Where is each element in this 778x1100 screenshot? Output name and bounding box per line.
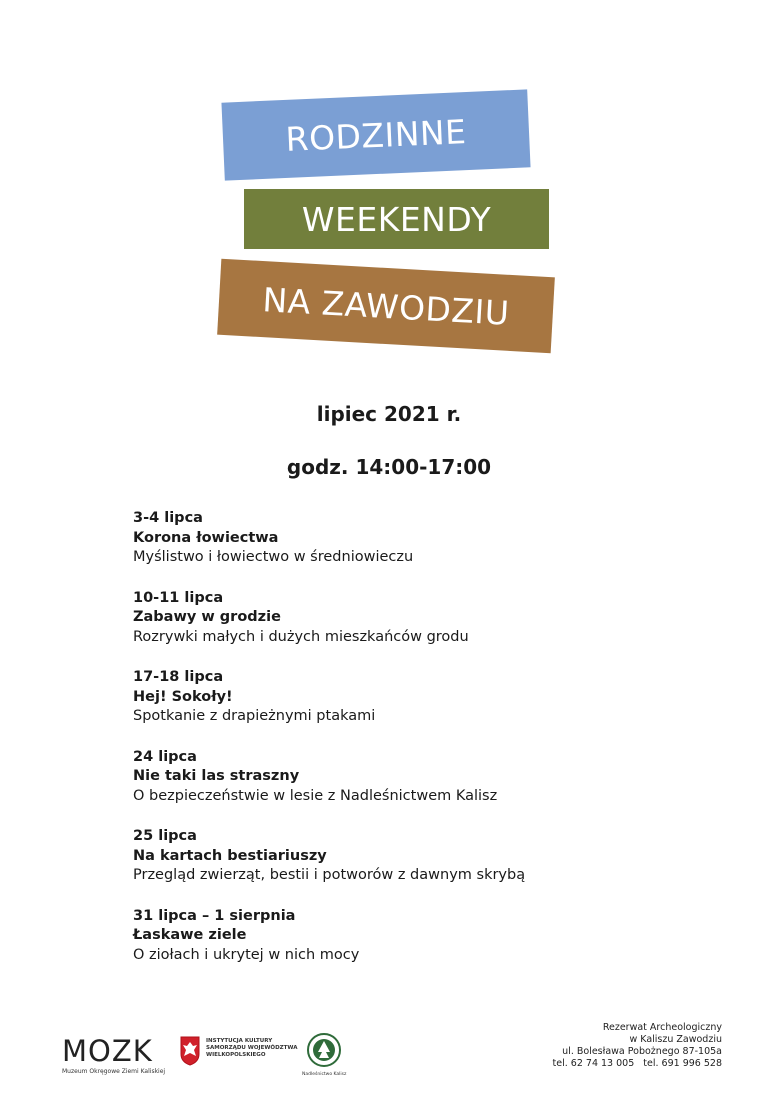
- forest-district-logo-icon: [306, 1032, 342, 1068]
- event-description: Myślistwo i łowiectwo w średniowieczu: [133, 549, 414, 565]
- eagle-crest-icon: [180, 1036, 200, 1066]
- crest-logo: [180, 1036, 297, 1066]
- events-list: [133, 509, 693, 986]
- address-line: Rezerwat Archeologiczny: [602, 1022, 722, 1033]
- event-date: 17-18 lipca: [133, 669, 224, 685]
- event-description: Przegląd zwierząt, bestii i potworów z dawnym skrybą: [133, 867, 526, 883]
- banner-na-zawodziu-text: NA ZAWODZIU: [261, 279, 511, 333]
- banner-rodzinne-text: RODZINNE: [284, 111, 468, 159]
- event-description: O ziołach i ukrytej w nich mocy: [133, 946, 360, 963]
- month-heading: lipiec 2021 r.: [316, 402, 462, 426]
- event-item: [133, 589, 693, 648]
- banner-na-zawodziu: [217, 259, 555, 354]
- mozk-wordmark: MOZK: [62, 1034, 153, 1068]
- address-line: ul. Bolesława Pobożnego 87-105a: [562, 1046, 722, 1057]
- event-item: [133, 907, 693, 966]
- event-item: [133, 748, 693, 807]
- event-item: [133, 509, 693, 568]
- event-title: Łaskawe ziele: [133, 927, 247, 943]
- crest-text-line1: INSTYTUCJA KULTURY: [206, 1038, 273, 1044]
- hours-heading: godz. 14:00-17:00: [286, 455, 492, 479]
- event-date: 10-11 lipca: [133, 589, 224, 606]
- forest-district-logo: [302, 1032, 346, 1077]
- mozk-subtitle: Muzeum Okręgowe Ziemi Kaliskiej: [62, 1068, 166, 1075]
- event-title: Hej! Sokoły!: [133, 688, 233, 705]
- event-description: Spotkanie z drapieżnymi ptakami: [133, 708, 376, 724]
- event-title: Korona łowiectwa: [133, 529, 279, 546]
- banner-rodzinne: [221, 89, 530, 180]
- banner-weekendy-text: WEEKENDY: [301, 199, 492, 239]
- event-title: Nie taki las straszny: [133, 768, 300, 784]
- event-title: Zabawy w grodzie: [133, 609, 281, 625]
- event-item: [133, 827, 693, 886]
- event-date: 25 lipca: [133, 828, 197, 844]
- event-date: 24 lipca: [133, 748, 197, 765]
- event-description: O bezpieczeństwie w lesie z Nadleśnictwem Kalisz: [133, 787, 498, 804]
- address-block: [553, 1022, 722, 1070]
- banner-weekendy: [244, 189, 549, 249]
- event-description: Rozrywki małych i dużych mieszkańców grodu: [133, 628, 469, 645]
- event-date: 3-4 lipca: [133, 510, 203, 526]
- event-title: Na kartach bestiariuszy: [133, 847, 327, 864]
- crest-text-line3: WIELKOPOLSKIEGO: [206, 1052, 266, 1058]
- event-item: [133, 668, 693, 727]
- address-line: w Kaliszu Zawodziu: [629, 1034, 722, 1045]
- forest-caption: Nadleśnictwo Kalisz: [302, 1072, 347, 1077]
- mozk-logo: [62, 1036, 165, 1075]
- address-phones: tel. 62 74 13 005 tel. 691 996 528: [552, 1058, 722, 1069]
- crest-text-line2: SAMORZĄDU WOJEWÓDZTWA: [206, 1045, 298, 1051]
- event-date: 31 lipca – 1 sierpnia: [133, 907, 296, 924]
